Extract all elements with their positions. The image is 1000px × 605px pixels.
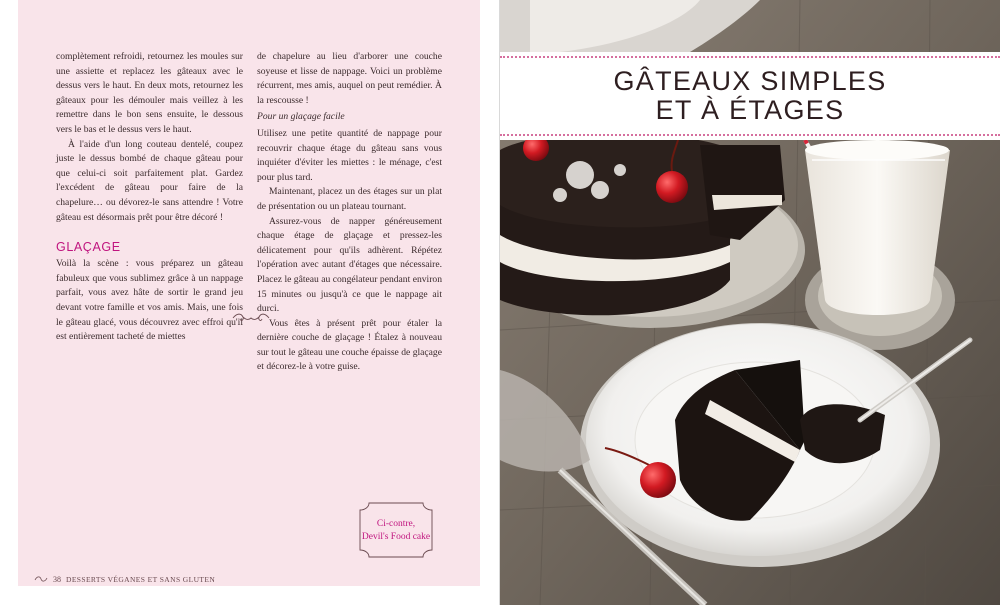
text-column-2 xyxy=(257,50,442,375)
photo-caption xyxy=(357,500,435,560)
chapter-title-band xyxy=(500,52,1000,140)
body-paragraph: Voilà la scène : vous préparez un gâteau fabuleux que vous sublimez grâce à un nappage parfait, vous avez hâte de sortir le grand jeu devant votre famille et vos amis. Mais, une fois le gâteau glacé, vous découvrez avec effroi qu'il est entièrement tacheté de miettes xyxy=(56,258,243,343)
text-column-1 xyxy=(56,50,243,345)
body-paragraph: Maintenant, placez un des étages sur un plat de présentation ou un plateau tournant. xyxy=(257,186,442,212)
body-paragraph: complètement refroidi, retournez les moules sur une assiette et replacez les gâteaux avec le dessus vers le haut. En deux mots, retournez les gâteaux pour les démouler mais veillez à les remettre dans le bon sens ensuite, le dessous vers le bas et le dessus vers le haut. xyxy=(56,51,243,135)
body-paragraph: Vous êtes à présent prêt pour étaler la dernière couche de glaçage ! Étalez à nouveau sur tout le gâteau une couche épaisse de glaçage et décorez-le à votre guise. xyxy=(257,317,442,373)
gutter xyxy=(499,0,500,605)
body-paragraph: de chapelure au lieu d'arborer une couche soyeuse et lisse de nappage. Voici un problème récurrent, mes amis, auquel on peut remédier. À la rescousse ! xyxy=(257,51,442,106)
page-number: 38 xyxy=(53,574,61,584)
dotted-border-bottom xyxy=(500,134,1000,136)
page-footer xyxy=(34,573,215,585)
caption-line: Ci-contre, xyxy=(376,519,416,529)
flourish-ornament-icon xyxy=(231,311,271,325)
running-head: DESSERTS VÉGANES ET SANS GLUTEN xyxy=(66,574,216,584)
chapter-title-line: GÂTEAUX SIMPLES xyxy=(613,66,887,96)
body-paragraph: Assurez-vous de napper généreusement chaque étage de glaçage et pressez-les délicatement pour qu'ils adhèrent. Répétez l'opération avec autant d'étages que nécessaire. Placez le gâteau au congélateur pendant environ 15 minutes ou jusqu'à ce que le nappage ait durci. xyxy=(257,215,442,315)
body-paragraph: Utilisez une petite quantité de nappage pour recouvrir chaque étage du gâteau sans vous inquiéter d'éviter les miettes : le ménage, c'est pour plus tard. xyxy=(257,127,442,183)
dotted-border-top xyxy=(500,56,1000,58)
chapter-title-line: ET À ÉTAGES xyxy=(655,95,845,125)
body-paragraph: À l'aide d'un long couteau dentelé, coupez juste le dessus bombé de chaque gâteau pour que celui-ci soit parfaitement plat. Gardez l'excédent de gâteau pour faire de la chapelure… ou dévorez-le sans attendre ! Votre gâteau est désormais prêt pour être décoré ! xyxy=(56,138,243,223)
caption-line: Devil's Food cake xyxy=(361,532,431,542)
right-page xyxy=(500,0,1000,605)
section-heading-glacage: GLAÇAGE xyxy=(56,240,121,255)
footer-swirl-icon xyxy=(34,575,48,583)
subheading-glacage-facile: Pour un glaçage facile xyxy=(257,111,345,123)
chapter-title xyxy=(500,67,1000,125)
